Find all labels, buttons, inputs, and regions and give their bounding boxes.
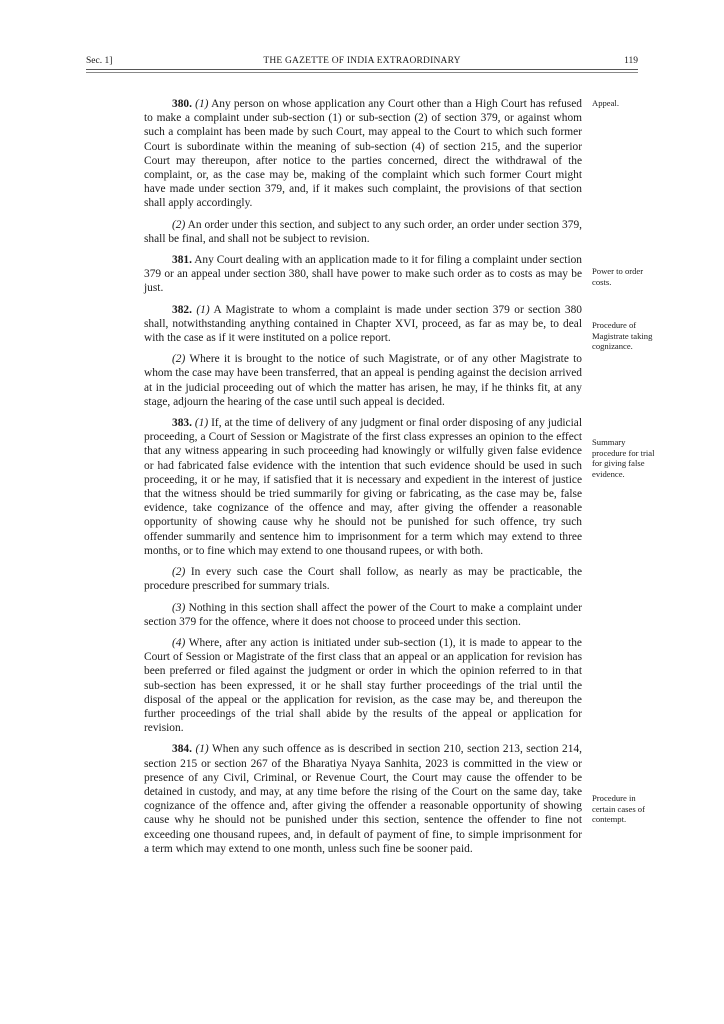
page-number: 119 [624,56,638,66]
paragraph-383-3: (3) Nothing in this section shall affect the power of the Court to make a complaint under section 379 for the offence, where it does not choose to proceed under this section. [144,601,582,628]
header-rule [86,69,638,73]
paragraph-383-4: (4) Where, after any action is initiated under sub-section (1), it is made to appear to the Court of Session or Magistrate of the first class that an appeal or an application for revision has been preferred or filed against the judgment or order in which the opinion referred to in that sub-section has been expressed, it or he shall stay further proceedings of the trial until the disposal of the appeal or the application for revision, as the case may be, and thereupon the further proceedings of the trial shall abide by the results of the appeal or application for revision. [144,636,582,735]
paragraph-383-1: 383. (1) If, at the time of delivery of any judgment or final order disposing of any judicial proceeding, a Court of Session or Magistrate of the first class expresses an opinion to the effect that any witness appearing in such proceeding had knowingly or wilfully given false evidence or had fabricated false evidence with the intention that such evidence should be used in such proceeding, it or he may, if satisfied that it is necessary and expedient in the interest of justice that the witness should be tried summarily for giving or fabricating, as the case may be, false evidence, take cognizance of the offence and may, after giving the offender a reasonable opportunity of showing cause why he should not be punished for such offence, try such offender summarily and sentence him to imprisonment for a term which may extend to three months, or to fine which may extend to one thousand rupees, or with both. [144,417,582,557]
paragraph-382-2: (2) Where it is brought to the notice of such Magistrate, or of any other Magistrate to whom the case may have been transferred, that an appeal is pending against the decision arrived at in the judicial proceeding out of which the matter has arisen, he may, if he thinks fit, at any stage, adjourn the hearing of the case until such appeal is decided. [144,353,582,408]
paragraph-380-2: (2) An order under this section, and subject to any such order, an order under section 379, shall be final, and shall not be subject to revision. [144,218,582,245]
paragraph-380-1: 380. (1) Any person on whose application any Court other than a High Court has refused to make a complaint under sub-section (1) or sub-section (2) of section 379, or against whom such a complaint has been made by such Court, may appeal to the Court to which such former Court is subordinate within the meaning of sub-section (4) of section 215, and the superior Court may thereupon, after notice to the parties concerned, direct the withdrawal of the complaint, or, as the case may be, making of the complaint which such former Court might have made under section 379, and, if it makes such complaint, the provisions of that section shall apply accordingly. [144,98,582,210]
margin-note-summary-procedure: Summary procedure for trial for giving false evidence. [592,437,655,479]
margin-note-appeal: Appeal. [592,98,619,108]
margin-note-contempt: Procedure in certain cases of contempt. [592,793,645,825]
margin-note-costs: Power to order costs. [592,266,644,287]
paragraph-384-1: 384. (1) When any such offence as is described in section 210, section 213, section 214, section 215 or section 267 of the Bharatiya Nyaya Sanhita, 2023 is committed in the view or presence of any Civil, Criminal, or Revenue Court, the Court may cause the offender to be detained in custody, and may, at any time before the rising of the Court on the same day, take cognizance of the offence and, after giving the offender a reasonable opportunity of showing cause why he should not be punished under this section, sentence the offender to fine not exceeding one thousand rupees, and, in default of payment of fine, to simple imprisonment for a term which may extend to one month, unless such fine be sooner paid. [144,743,582,855]
gazette-title: THE GAZETTE OF INDIA EXTRAORDINARY [263,56,461,66]
paragraph-382-1: 382. (1) A Magistrate to whom a complaint is made under section 379 or section 380 shall, notwithstanding anything contained in Chapter XVI, proceed, as far as may be, to deal with the case as if it were instituted on a police report. [144,303,582,345]
paragraph-383-2: (2) In every such case the Court shall follow, as nearly as may be practicable, the procedure prescribed for summary trials. [144,566,582,593]
paragraph-381: 381. Any Court dealing with an application made to it for filing a complaint under section 379 or an appeal under section 380, shall have power to make such order as to costs as may be just. [144,254,582,295]
margin-note-magistrate-procedure: Procedure of Magistrate taking cognizance. [592,320,653,352]
section-reference: Sec. 1] [86,56,113,66]
document-body [144,97,582,863]
